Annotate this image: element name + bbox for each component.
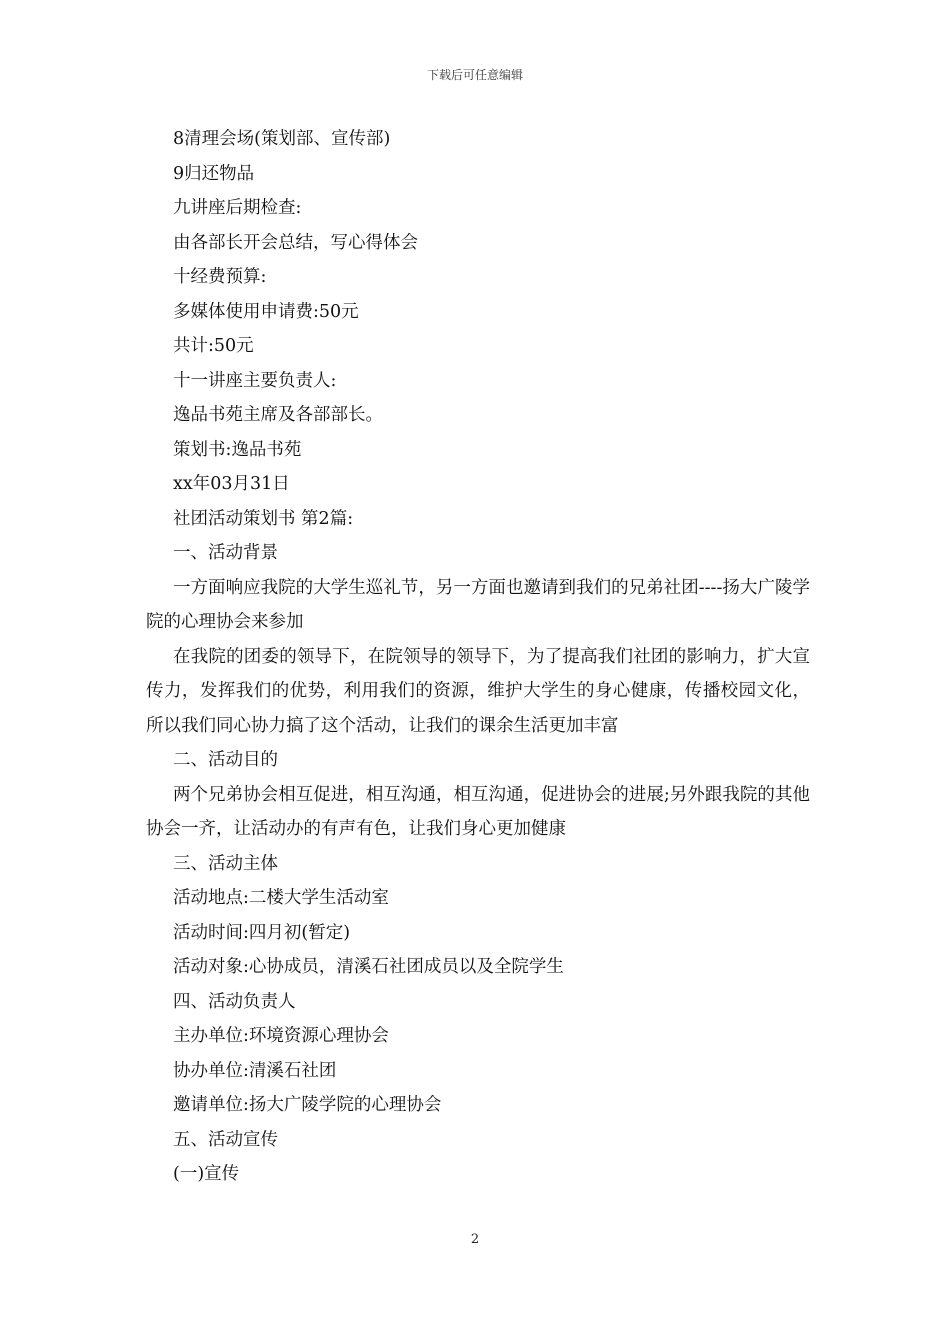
text-line: 邀请单位:扬大广陵学院的心理协会 (173, 1095, 442, 1115)
text-line: 多媒体使用申请费:50元 (173, 301, 359, 322)
text-line: 逸品书苑主席及各部部长。 (173, 405, 383, 425)
text-line: 活动时间:四月初(暂定) (173, 922, 351, 943)
text-line: 策划书:逸品书苑 (173, 439, 302, 460)
section-heading: 十一讲座主要负责人: (173, 370, 337, 391)
date-line: xx年03月31日 (173, 474, 290, 494)
paragraph-background-detail: 在我院的团委的领导下，在院领导的领导下，为了提高我们社团的影响力，扩大宣传力，发挥我们的优势，利用我们的资源，维护大学生的身心健康，传播校园文化，所以我们同心协力搞了这个活动，让我们的课余生活更加丰富 (146, 646, 810, 736)
page-number: 2 (470, 1232, 480, 1247)
text-line: 活动地点:二楼大学生活动室 (173, 888, 389, 908)
paragraph-background: 一方面响应我院的大学生巡礼节，另一方面也邀请到我们的兄弟社团----扬大广陵学院的心理协会来参加 (146, 577, 810, 632)
text-line: 9归还物品 (173, 163, 255, 184)
text-line: 8清理会场(策划部、宣传部) (173, 129, 391, 149)
section-heading: 三、活动主体 (173, 853, 278, 874)
section-heading: 九讲座后期检查: (173, 198, 302, 218)
paragraph-purpose: 两个兄弟协会相互促进，相互沟通，相互沟通，促进协会的进展;另外跟我院的其他协会一齐，让活动办的有声有色，让我们身心更加健康 (146, 784, 810, 839)
document-body (146, 122, 810, 1192)
section-heading: 一、活动背景 (173, 543, 278, 563)
section-heading: 四、活动负责人 (173, 991, 296, 1012)
article-title: 社团活动策划书 第2篇: (173, 508, 354, 529)
text-line: 协办单位:清溪石社团 (173, 1060, 337, 1081)
subsection-heading: (一)宣传 (173, 1164, 240, 1184)
section-heading: 十经费预算: (173, 267, 267, 287)
section-heading: 二、活动目的 (173, 750, 278, 770)
text-line: 活动对象:心协成员，清溪石社团成员以及全院学生 (173, 957, 564, 977)
page-header: 下载后可任意编辑 (426, 68, 523, 82)
section-heading: 五、活动宣传 (173, 1129, 278, 1150)
text-line: 主办单位:环境资源心理协会 (173, 1026, 389, 1046)
text-line: 共计:50元 (173, 336, 254, 356)
text-line: 由各部长开会总结，写心得体会 (173, 232, 418, 253)
